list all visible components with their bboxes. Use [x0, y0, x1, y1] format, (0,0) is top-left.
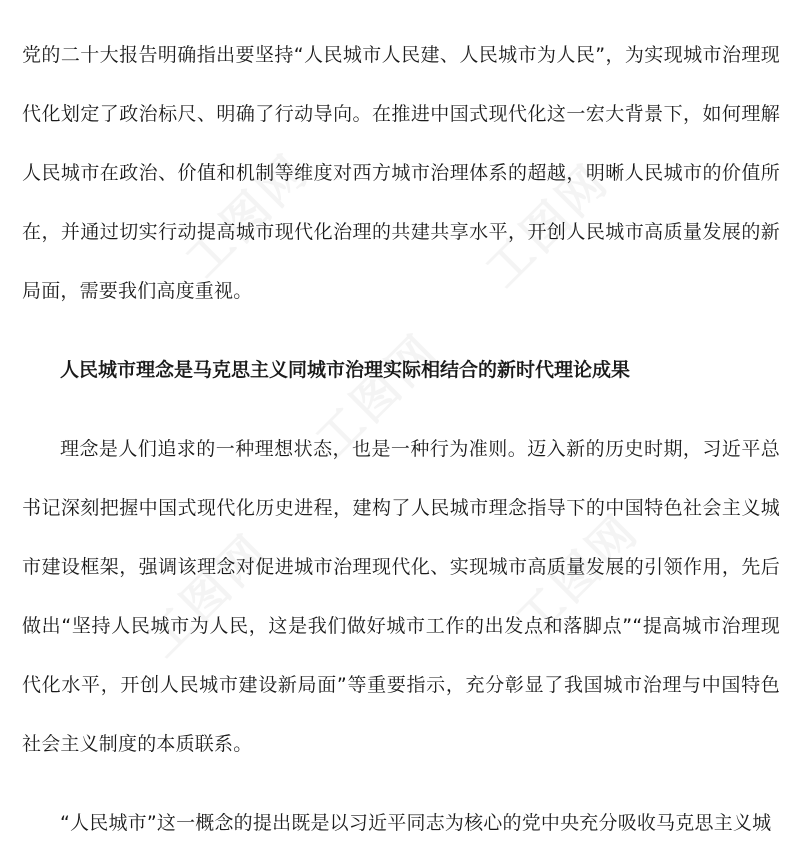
watermark-text: 工图网 [304, 322, 450, 468]
paragraph-people-city: “人民城市”这一概念的提出既是以习近平同志为核心的党中央充分吸收马克思主义城 [60, 812, 772, 834]
watermark-text: 工图网 [174, 142, 320, 288]
watermark-text: 工图网 [474, 152, 620, 298]
paragraph-intro: 党的二十大报告明确指出要坚持“人民城市人民建、人民城市为人民”，为实现城市治理现代化划定了政治标尺、明确了行动导向。在推进中国式现代化这一宏大背景下，如何理解人民城市在政治、价值和机制等维度对西方城市治理体系的超越，明晰人民城市的价值所在，并通过切实行动提高城市现代化治理的共建共享水平，开创人民城市高质量发展的新局面，需要我们高度重视。 [22, 44, 780, 302]
document-body [22, 26, 780, 853]
watermark-text: 工图网 [504, 502, 650, 648]
paragraph-concept: 理念是人们追求的一种理想状态，也是一种行为准则。迈入新的历史时期，习近平总书记深刻把握中国式现代化历史进程，建构了人民城市理念指导下的中国特色社会主义城市建设框架，强调该理念对促进城市治理现代化、实现城市高质量发展的引领作用，先后做出“坚持人民城市为人民，这是我们做好城市工作的出发点和落脚点”“提高城市治理现代化水平，开创人民城市建设新局面”等重要指示，充分彰显了我国城市治理与中国特色社会主义制度的本质联系。 [22, 438, 780, 755]
section-heading: 人民城市理念是马克思主义同城市治理实际相结合的新时代理论成果 [60, 359, 631, 381]
watermark-text: 工图网 [134, 522, 280, 668]
